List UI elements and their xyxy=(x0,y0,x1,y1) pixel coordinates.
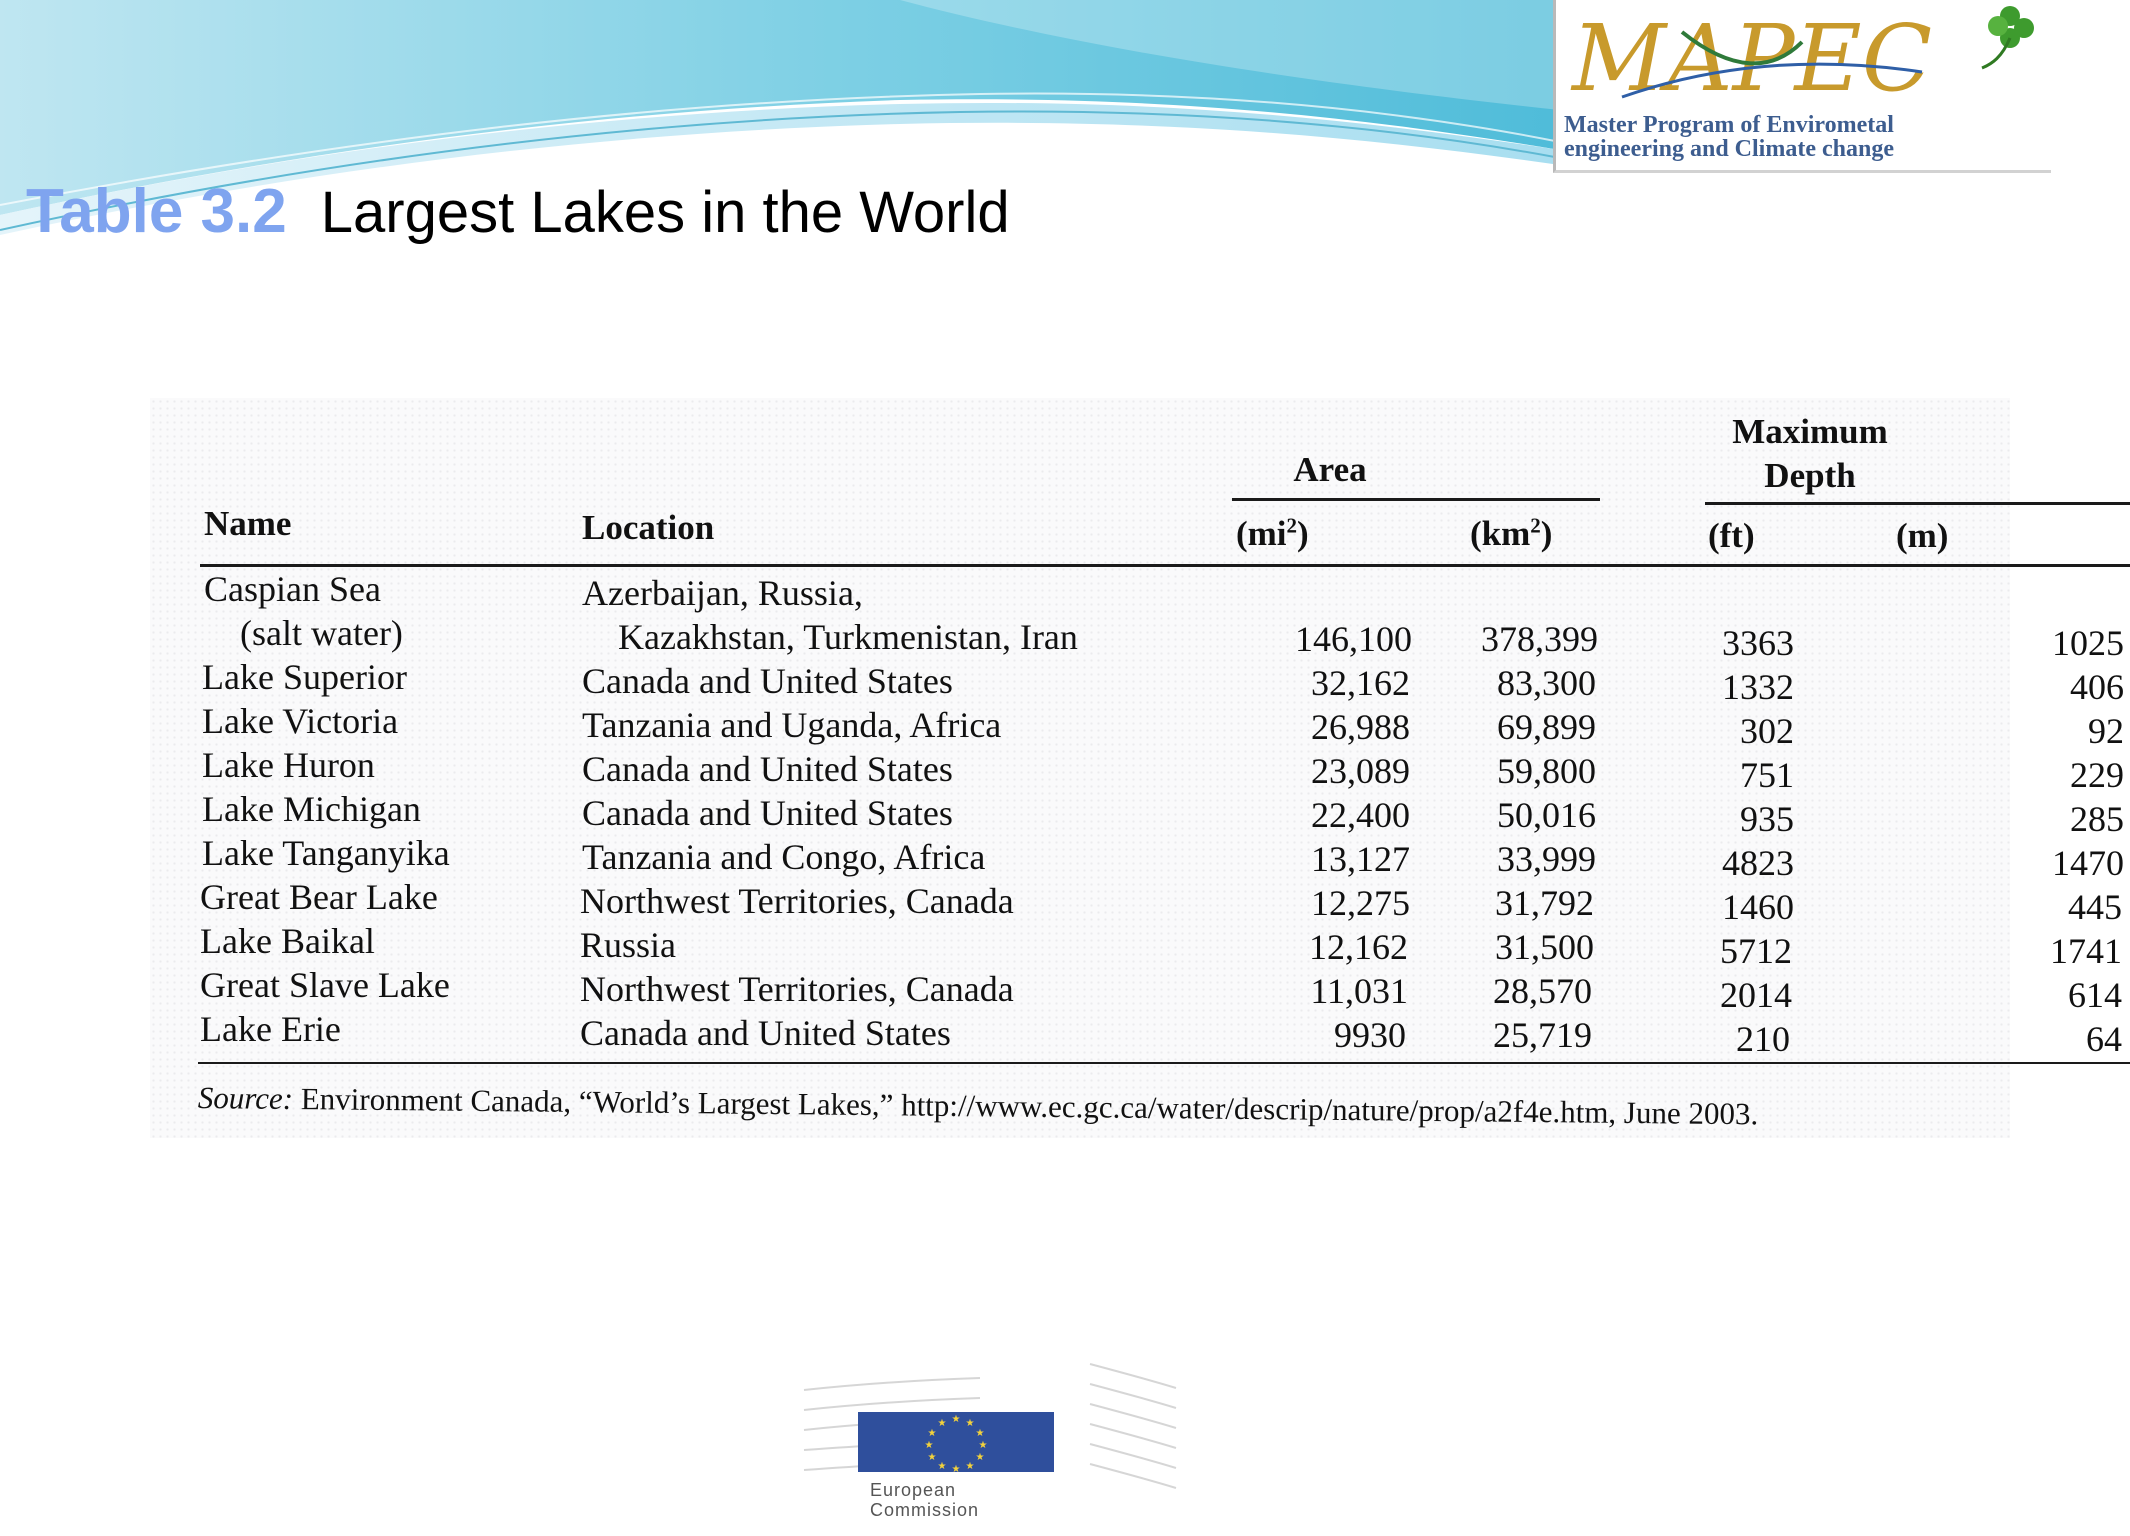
row-3-mi2: 26,988 xyxy=(1311,707,1410,747)
slide-heading xyxy=(26,176,1010,247)
header-m: (m) xyxy=(1896,516,1949,555)
row-9-m: 614 xyxy=(2068,975,2122,1015)
row-4-ft: 751 xyxy=(1740,755,1794,795)
header-name: Name xyxy=(204,504,292,543)
row-9-name: Great Slave Lake xyxy=(200,965,450,1005)
svg-text:★: ★ xyxy=(965,1418,975,1429)
row-2-name: Lake Superior xyxy=(202,657,407,697)
row-3-name: Lake Victoria xyxy=(202,701,399,741)
row-7-m: 445 xyxy=(2068,887,2122,927)
source-note xyxy=(198,1080,1759,1132)
svg-text:★: ★ xyxy=(937,1461,947,1472)
row-6-mi2: 13,127 xyxy=(1311,839,1410,879)
row-8-mi2: 12,162 xyxy=(1309,927,1408,967)
lakes-table xyxy=(150,398,2124,1138)
row-3-location: Tanzania and Uganda, Africa xyxy=(582,705,1002,745)
row-6-name: Lake Tanganyika xyxy=(202,833,450,873)
svg-text:★: ★ xyxy=(924,1440,934,1451)
row-6-m: 1470 xyxy=(2052,843,2124,883)
source-text: Environment Canada, “World’s Largest Lakes,” http://www.ec.gc.ca/water/descrip/nature/prop/a2f4e.htm, June 2003. xyxy=(300,1081,1759,1132)
row-8-name: Lake Baikal xyxy=(200,921,375,961)
row-1-location-cont: Kazakhstan, Turkmenistan, Iran xyxy=(618,617,1078,657)
row-5-name: Lake Michigan xyxy=(202,789,421,829)
row-1-mi2: 146,100 xyxy=(1295,619,1412,659)
svg-text:★: ★ xyxy=(951,1414,961,1425)
header-area: Area xyxy=(1293,450,1367,489)
svg-text:★: ★ xyxy=(975,1428,985,1439)
mapec-script-text: MAPEC xyxy=(1572,5,1933,112)
mapec-logo xyxy=(1553,0,2051,173)
row-10-m: 64 xyxy=(2086,1019,2122,1059)
row-1-m: 1025 xyxy=(2052,623,2124,663)
row-8-location: Russia xyxy=(580,925,677,965)
row-2-km2: 83,300 xyxy=(1497,663,1596,703)
row-6-km2: 33,999 xyxy=(1497,839,1596,879)
row-10-name: Lake Erie xyxy=(200,1009,341,1049)
row-8-km2: 31,500 xyxy=(1495,927,1594,967)
european-commission-logo xyxy=(800,1350,1180,1536)
row-6-location: Tanzania and Congo, Africa xyxy=(582,837,986,877)
header-mi2: $(mi^2)$ xyxy=(1236,513,1309,553)
row-10-mi2: 9930 xyxy=(1334,1015,1406,1055)
row-5-location: Canada and United States xyxy=(582,793,953,833)
row-9-location: Northwest Territories, Canada xyxy=(580,969,1014,1009)
row-1-name-note: (salt water) xyxy=(240,613,403,653)
row-3-ft: 302 xyxy=(1740,711,1794,751)
bottom-rule xyxy=(198,1062,2130,1064)
row-8-m: 1741 xyxy=(2050,931,2122,971)
row-7-name: Great Bear Lake xyxy=(200,877,438,917)
area-rule xyxy=(1232,498,1600,501)
clover-icon xyxy=(1982,6,2034,68)
mapec-script-logo xyxy=(1562,2,2042,112)
eu-label-line2: Commission xyxy=(870,1500,980,1520)
row-5-mi2: 22,400 xyxy=(1311,795,1410,835)
logo-subtitle-line1: Master Program of Envirometal xyxy=(1564,112,1894,138)
row-2-ft: 1332 xyxy=(1722,667,1794,707)
row-1-location: Azerbaijan, Russia, xyxy=(582,573,863,613)
header-ft: (ft) xyxy=(1708,516,1755,555)
row-4-location: Canada and United States xyxy=(582,749,953,789)
row-4-m: 229 xyxy=(2070,755,2124,795)
svg-text:★: ★ xyxy=(978,1440,988,1451)
row-10-ft: 210 xyxy=(1736,1019,1790,1059)
row-8-ft: 5712 xyxy=(1720,931,1792,971)
row-9-ft: 2014 xyxy=(1720,975,1792,1015)
header-rule xyxy=(200,564,2130,567)
header-max-depth-2: Depth xyxy=(1764,456,1856,495)
source-label: Source: xyxy=(197,1080,294,1116)
slide-title: Largest Lakes in the World xyxy=(320,180,1010,245)
svg-text:★: ★ xyxy=(951,1464,961,1475)
row-10-km2: 25,719 xyxy=(1493,1015,1592,1055)
row-7-km2: 31,792 xyxy=(1495,883,1594,923)
svg-text:★: ★ xyxy=(927,1452,937,1463)
row-4-name: Lake Huron xyxy=(202,745,375,785)
row-1-km2: 378,399 xyxy=(1481,619,1598,659)
row-3-km2: 69,899 xyxy=(1497,707,1596,747)
row-1-name: Caspian Sea xyxy=(204,569,381,609)
row-9-km2: 28,570 xyxy=(1493,971,1592,1011)
row-7-location: Northwest Territories, Canada xyxy=(580,881,1014,921)
table-number: Table 3.2 xyxy=(26,177,287,246)
row-5-m: 285 xyxy=(2070,799,2124,839)
svg-text:★: ★ xyxy=(937,1418,947,1429)
depth-rule xyxy=(1705,502,2130,505)
row-4-mi2: 23,089 xyxy=(1311,751,1410,791)
svg-text:★: ★ xyxy=(975,1452,985,1463)
row-7-ft: 1460 xyxy=(1722,887,1794,927)
row-4-km2: 59,800 xyxy=(1497,751,1596,791)
logo-subtitle-line2: engineering and Climate change xyxy=(1564,136,1894,162)
row-10-location: Canada and United States xyxy=(580,1013,951,1053)
row-5-km2: 50,016 xyxy=(1497,795,1596,835)
row-7-mi2: 12,275 xyxy=(1311,883,1410,923)
svg-text:★: ★ xyxy=(965,1461,975,1472)
svg-text:★: ★ xyxy=(927,1428,937,1439)
header-max-depth-1: Maximum xyxy=(1732,412,1888,451)
eu-flag-icon xyxy=(800,1350,1180,1536)
row-2-location: Canada and United States xyxy=(582,661,953,701)
row-3-m: 92 xyxy=(2088,711,2124,751)
header-location: Location xyxy=(582,508,715,547)
row-2-m: 406 xyxy=(2070,667,2124,707)
row-6-ft: 4823 xyxy=(1722,843,1794,883)
row-2-mi2: 32,162 xyxy=(1311,663,1410,703)
header-km2: $(km^2)$ xyxy=(1470,513,1553,553)
eu-label-line1: European xyxy=(870,1480,957,1500)
row-1-ft: 3363 xyxy=(1722,623,1794,663)
row-9-mi2: 11,031 xyxy=(1310,971,1408,1011)
row-5-ft: 935 xyxy=(1740,799,1794,839)
